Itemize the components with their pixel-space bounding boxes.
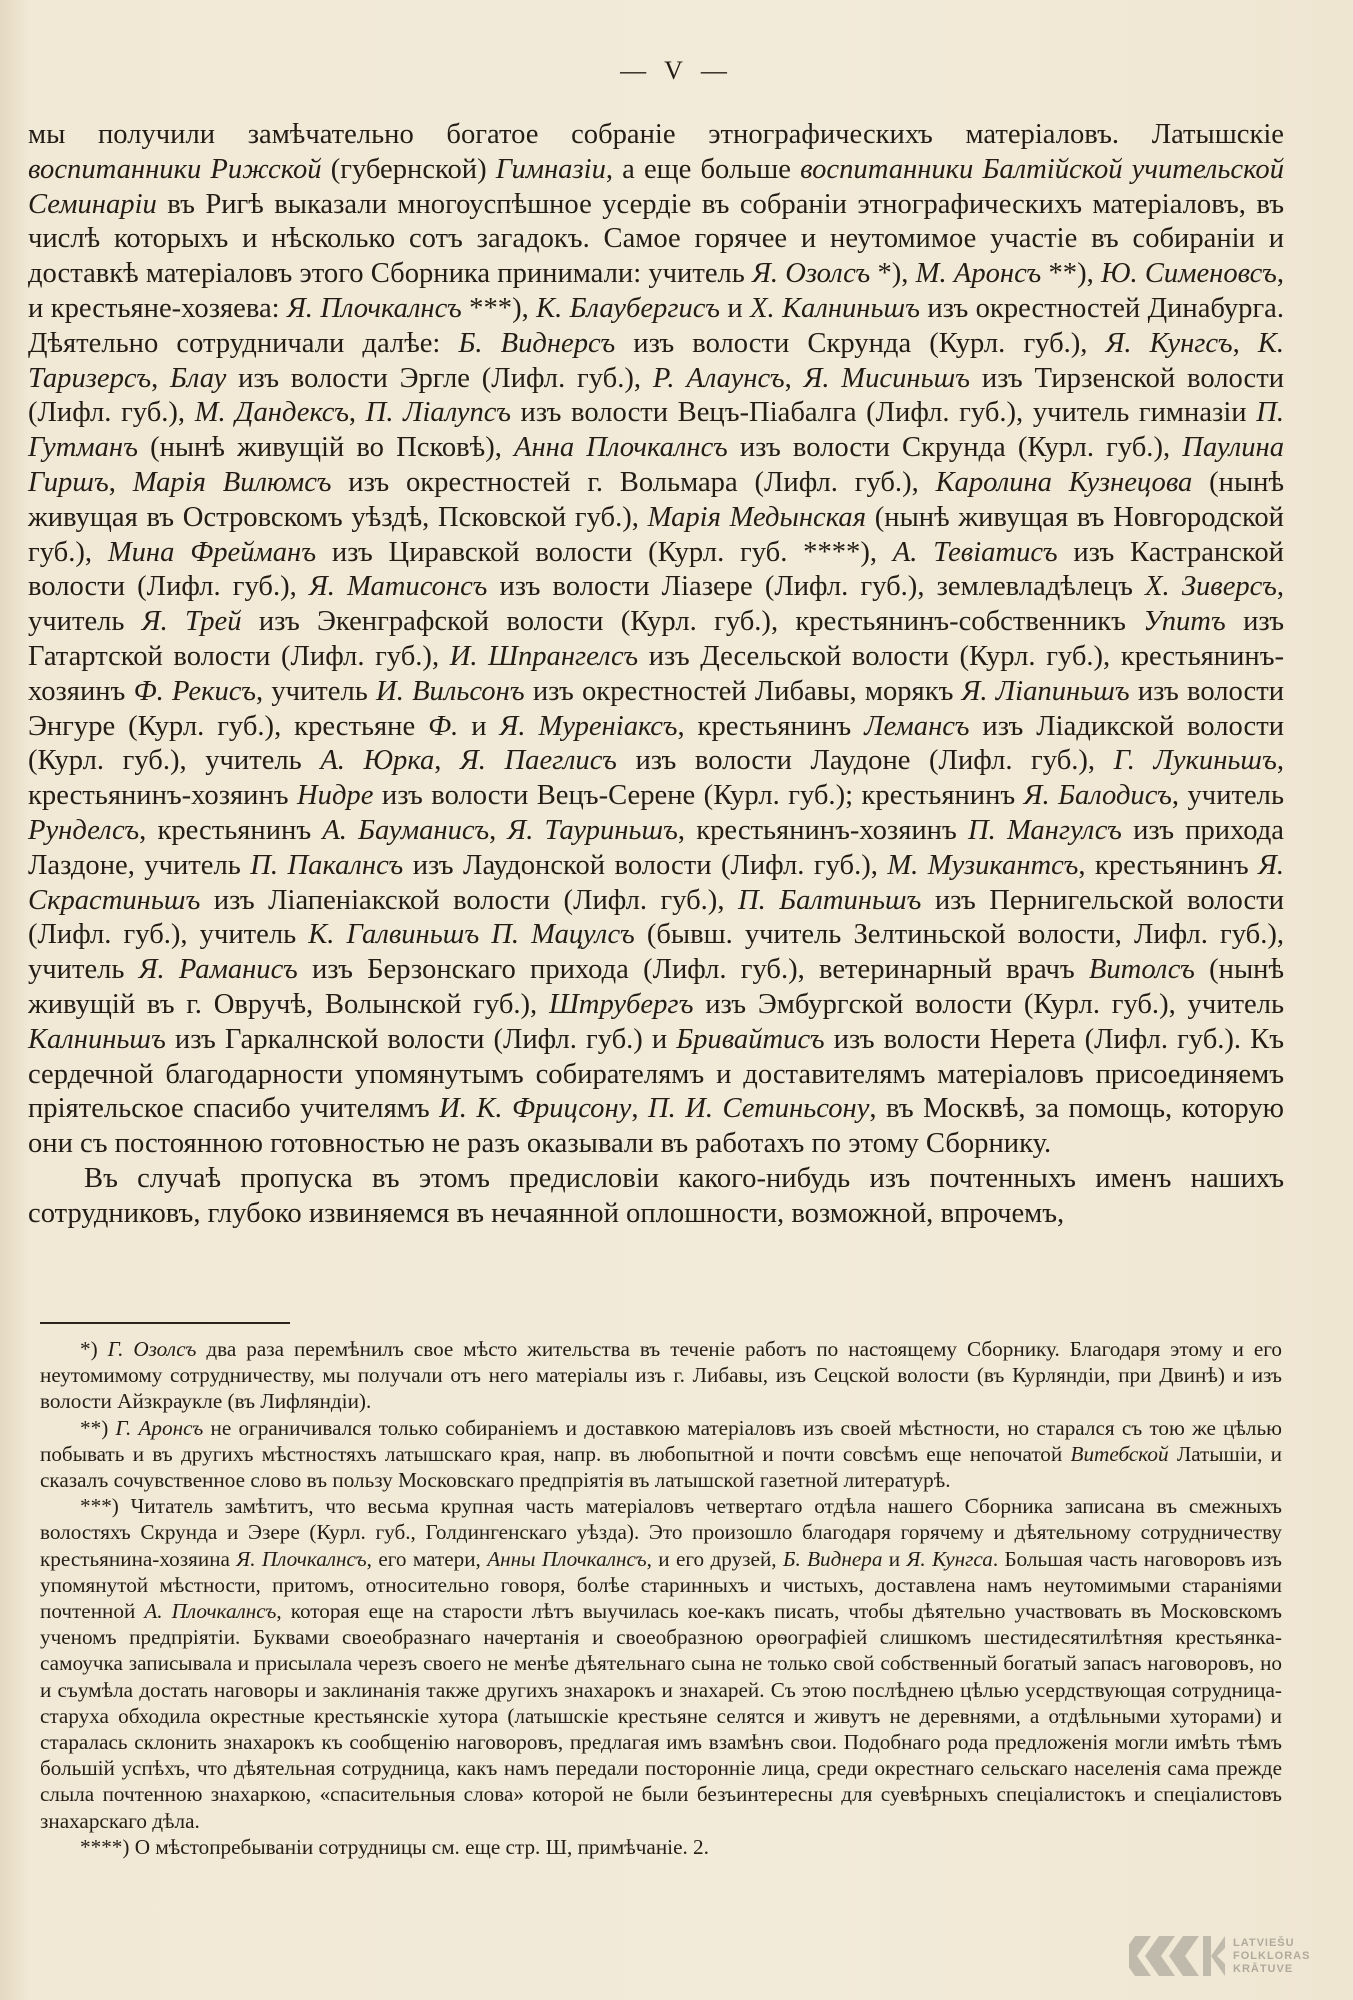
italic-name: А. Юрка — [320, 745, 435, 777]
italic-name: Ф. Рекисъ — [133, 675, 256, 707]
italic-name: Марія Медынская — [647, 501, 866, 533]
italic-name: Я. Раманисъ — [138, 954, 298, 986]
italic-name: Гимназіи — [495, 153, 606, 185]
text-run: въ Ригѣ выказали многоуспѣшное усердіе въ собраніи этнографическихъ матеріаловъ, въ числѣ которыхъ и нѣсколько сотъ загадокъ. Самое горячее и неутомимое участіе въ собираніи и доставкѣ матеріаловъ этого Сборника принимали: учитель — [28, 188, 1284, 290]
text-run: , крестьянинъ — [139, 814, 323, 846]
logo-line-1: LATVIEŠU — [1233, 1936, 1295, 1949]
italic-name: П. Гутманъ — [28, 397, 1284, 464]
italic-name: Рунделсъ — [28, 814, 140, 846]
text-run: (нынѣ живущая въ Новгородской губ.), — [28, 501, 1284, 568]
text-run: изъ Гаркалнской волости (Лифл. губ.) и — [165, 1023, 677, 1055]
text-run: изъ Лаудонской волости (Лифл. губ.), — [403, 849, 888, 881]
text-run: изъ прихода Лаздоне, учитель — [28, 814, 1284, 881]
text-run: , крестьянинъ-хозяинъ — [28, 745, 1285, 812]
archive-logo — [1129, 1924, 1339, 1988]
italic-name: Нидре — [297, 780, 374, 812]
italic-name: П. Пакалнсъ — [250, 849, 404, 881]
italic-name: М. Музикантсъ — [887, 849, 1079, 881]
text-run: , — [151, 362, 171, 394]
text-run: изъ Ліадикской волости (Курл. губ.), учитель — [28, 710, 1284, 777]
text-run: изъ окрестностей Динабурга. Дѣятельно сотрудничали далѣе: — [28, 292, 1285, 359]
italic-name: Мина Фрейманъ — [107, 536, 317, 568]
italic-name: П. Мацулсъ — [491, 919, 635, 951]
italic-name: Лемансъ — [864, 710, 970, 742]
italic-name: П. И. Сетиньсону — [647, 1093, 870, 1125]
archive-logo-text — [1233, 1937, 1310, 1976]
italic-name: Я. Плочкалнсъ — [236, 1546, 367, 1571]
italic-name: И. Вильсонъ — [376, 675, 525, 707]
text-run: , — [348, 397, 366, 429]
italic-name: Я. Кунгса — [906, 1546, 993, 1571]
text-run: , учитель — [255, 675, 377, 707]
italic-name: Марія Вилюмсъ — [132, 466, 332, 498]
text-run: , крестьянинъ — [677, 710, 865, 742]
text-run: , и крестьяне-хозяева: — [28, 258, 1284, 324]
text-run: ***) Читатель замѣтитъ, что весьма крупная часть матеріаловъ четвертаго отдѣла нашего Сборника записана въ смежныхъ волостяхъ Скрунда и Эзере (Курл. губ., Голдингенскаго уѣзда). Это произошло благодаря горячему и дѣятельному сотрудничеству крестьянина-хозяина — [40, 1494, 1282, 1571]
text-run: (губернской) — [321, 153, 496, 185]
footnote-2 — [40, 1415, 1282, 1494]
text-run: изъ волости Вецъ-Піабалга (Лифл. губ.), учитель гимназіи — [510, 397, 1257, 429]
italic-name: Г. Лукиньшъ — [1113, 745, 1277, 777]
italic-name: Р. Алаунсъ — [652, 362, 785, 394]
main-text — [28, 118, 1284, 1232]
italic-name: Б. Виднерсъ — [458, 327, 616, 359]
text-run: изъ волости Скрунда (Курл. губ.), — [615, 327, 1106, 359]
text-run: изъ Экенграфской волости (Курл. губ.), крестьянинъ-собственникъ — [241, 606, 1144, 638]
text-run: мы получили замѣчательно богатое собраніе этнографическихъ матеріаловъ. Латышскіе — [28, 119, 1284, 150]
italic-name: Бривайтисъ — [676, 1023, 825, 1055]
italic-name: Витебской — [1070, 1441, 1169, 1466]
text-run: изъ волости Ліазере (Лифл. губ.), землевладѣлецъ — [487, 571, 1146, 603]
text-run: **), — [1041, 258, 1101, 290]
text-run: два раза перемѣнилъ свое мѣсто жительства въ теченіе работъ по настоящему Сборнику. Благодаря этому и его неутомимому сотрудничеству, мы получали отъ него матеріалы изъ г. Либавы, изъ Сецской волости (въ Курляндіи, при Двинѣ) и изъ волости Айзкраукле (въ Лифляндіи). — [40, 1337, 1282, 1414]
text-run: изъ волости Нерета (Лифл. губ.). Къ сердечной благодарности упомянутымъ собирателямъ и доставителямъ матеріаловъ присоединяемъ пріятельское спасибо учителямъ — [28, 1023, 1284, 1125]
text-run: изъ Берзонскаго прихода (Лифл. губ.), ветеринарный врачъ — [297, 954, 1089, 986]
text-run: изъ волости Энгуре (Курл. губ.), крестьяне — [28, 675, 1285, 742]
text-run — [479, 919, 491, 950]
italic-name: воспитанники Рижской — [28, 153, 322, 185]
paragraph-2: Въ случаѣ пропуска въ этомъ предисловіи какого-нибудь изъ почтенныхъ именъ нашихъ сотрудниковъ, глубоко извиняемся въ нечаянной оплошности, возможной, впрочемъ, — [28, 1162, 1284, 1229]
text-run: (нынѣ живущая въ Островскомъ уѣздѣ, Псковской губ.), — [28, 466, 1285, 533]
italic-name: М. Аронсъ — [915, 258, 1042, 290]
paragraph-1 — [28, 118, 1284, 1162]
text-run: изъ окрестностей Либавы, морякъ — [524, 675, 962, 707]
page-number: — V — — [620, 56, 733, 85]
text-run: не ограничивался только собираніемъ и доставкою матеріаловъ изъ своей мѣстности, но старался съ тою же цѣлью побывать и въ другихъ мѣстностяхъ латышскаго края, напр. въ любопытной и почти совсѣмъ еще непочатой — [40, 1415, 1282, 1466]
italic-name: Я. Тауриньшъ — [507, 814, 678, 846]
footnote-4: ****) О мѣстопребываніи сотрудницы см. еще стр. Ш, примѣчаніе. 2. — [80, 1834, 709, 1859]
italic-name: Калниньшъ — [28, 1023, 166, 1055]
italic-name: К. Блаубергисъ — [536, 292, 720, 324]
italic-name: Я. Трей — [141, 606, 242, 638]
text-run: изъ волости Вецъ-Серене (Курл. губ.); крестьянинъ — [373, 780, 1024, 812]
text-run: изъ Кастранской волости (Лифл. губ.), — [28, 536, 1284, 603]
text-run: , — [108, 466, 133, 498]
text-run: , — [1232, 327, 1258, 359]
text-run: изъ окрестностей г. Вольмара (Лифл. губ.), — [331, 466, 936, 498]
italic-name: Я. Матисонсъ — [308, 571, 488, 603]
italic-name: Я. Мисиньшъ — [803, 362, 971, 394]
text-run: и — [719, 292, 751, 324]
italic-name: Анны Плочкалнсъ — [487, 1546, 647, 1571]
footnote-3 — [40, 1493, 1282, 1834]
footnotes — [40, 1336, 1282, 1860]
text-run: , его матери, — [366, 1546, 488, 1571]
text-run: , и его друзей, — [646, 1546, 783, 1571]
italic-name: Я. Озолсъ — [752, 258, 871, 290]
italic-name: И. К. Фрицсону — [439, 1093, 632, 1125]
italic-name: М. Дандексъ — [194, 397, 349, 429]
italic-name: Х. Калниньшъ — [750, 292, 920, 324]
text-run: Латышіи, и сказалъ сочувственное слово въ пользу Московскаго предпріятія въ латышской газетной литературѣ. — [40, 1441, 1282, 1493]
text-run: и — [882, 1546, 907, 1571]
text-run: *), — [870, 258, 916, 290]
italic-name: Ю. Сименовсъ — [1100, 258, 1277, 290]
text-run: (нынѣ живущій во Псковѣ), — [137, 432, 515, 464]
italic-name: Г. Аронсъ — [115, 1415, 204, 1440]
italic-name: Ф. — [428, 710, 459, 742]
text-run: , которая еще на старости лѣтъ выучилась кое-какъ писать, чтобы дѣятельно участвовать въ Московскомъ ученомъ предпріятіи. Буквами своеобразнаго начертанія и своеобразною орѳографіей слишкомъ шестидесятилѣтняя крестьянка-самоучка записывала и присылала черезъ своего не менѣе дѣятельнаго сына не только свой собственный богатый запасъ наговоровъ, но и съумѣла достать наговоры и заклинанія также другихъ знахарокъ и знахарей. Съ этою послѣднею цѣлью усердствующая сотрудница-старуха обходила окрестные крестьянскіе хутора (латышскіе крестьяне селятся и живутъ не деревнями, а отдѣльными хуторами) и старалась склонить знахарокъ къ сообщенію наговоровъ, предлагая имъ взамѣнъ свои. Подобнаго рода предложенія могли имѣть тѣмъ большій успѣхъ, что дѣятельная сотрудница, какъ намъ передали посторонніе лица, среди окрестнаго сельскаго населенія сама прежде слыла почтенною знахаркою, «спасительныя слова» которой не были безъинтересны для суевѣрныхъ спеціалистокъ и спеціалистовъ знахарскаго дѣла. — [40, 1599, 1282, 1833]
text-run: изъ волости Лаудоне (Лифл. губ.), — [616, 745, 1114, 777]
text-run: изъ волости Скрунда (Курл. губ.), — [727, 432, 1183, 464]
text-run: ***), — [461, 292, 537, 324]
footnote-1 — [40, 1336, 1282, 1415]
italic-name: К. Таризерсъ — [28, 327, 1284, 394]
italic-name: К. Галвиньшъ — [308, 919, 480, 951]
italic-name: Я. Ліапиньшъ — [961, 675, 1130, 707]
text-run: , учитель — [1171, 780, 1284, 812]
text-run: , крестьянинъ — [1078, 849, 1259, 881]
italic-name: Штрубергъ — [548, 988, 694, 1020]
text-run: изъ Циравской волости (Курл. губ. ****), — [316, 536, 893, 568]
logo-line-2: FOLKLORAS — [1233, 1949, 1311, 1962]
text-run: , — [784, 362, 804, 394]
italic-name: Я. Скрастиньшъ — [28, 849, 1285, 916]
text-run: , въ Москвѣ, за помощь, которую они съ постоянною готовностью не разъ оказывали въ работахъ по этому Сборнику. — [28, 1093, 1284, 1160]
text-run: , а еще больше — [605, 153, 801, 185]
italic-name: воспитанники Балтійской учительской Семинаріи — [28, 153, 1284, 220]
text-run: , — [631, 1093, 648, 1125]
italic-name: Г. Озолсъ — [107, 1337, 197, 1361]
text-run: , — [489, 814, 508, 846]
text-run: изъ Гатартской волости (Лифл. губ.), — [28, 606, 1284, 672]
text-run: (нынѣ живущій въ г. Овручѣ, Волынской губ.), — [28, 954, 1285, 1020]
italic-name: П. Мангулсъ — [967, 814, 1122, 846]
text-run: изъ волости Эргле (Лифл. губ.), — [226, 362, 653, 394]
italic-name: Анна Плочкалнсъ — [514, 432, 728, 464]
text-run: изъ Эмбургской волости (Курл. губ.), учитель — [693, 988, 1285, 1020]
text-run: , учитель — [28, 571, 1284, 638]
italic-name: Упитъ — [1143, 606, 1226, 638]
archive-logo-mark — [1129, 1926, 1225, 1986]
text-run: . Большая часть наговоровъ изъ упомянутой мѣстности, притомъ, относительно говоря, болѣе старинныхъ и чистыхъ, доставлена намъ неутомимыми стараніями почтенной — [40, 1546, 1282, 1624]
text-run: изъ Тирзенской волости (Лифл. губ.), — [28, 362, 1285, 429]
italic-name: Я. Паеглисъ — [460, 745, 617, 777]
text-run: изъ Ліапеніакской волости (Лифл. губ.), — [200, 884, 738, 916]
text-run: изъ Пернигельской волости (Лифл. губ.), учитель — [28, 884, 1285, 951]
italic-name: Каролина Кузнецова — [935, 466, 1193, 498]
italic-name: Паулина Гиршъ — [28, 432, 1285, 498]
italic-name: Я. Балодисъ — [1023, 780, 1172, 812]
text-run: изъ Десельской волости (Курл. губ.), крестьянинъ-хозяинъ — [28, 640, 1285, 707]
italic-name: П. Ліалупсъ — [365, 397, 511, 429]
italic-name: Х. Зиверсъ — [1145, 571, 1277, 603]
italic-name: А. Бауманисъ — [322, 814, 490, 846]
italic-name: Я. Кунгсъ — [1105, 327, 1233, 359]
italic-name: Б. Виднера — [782, 1546, 883, 1571]
italic-name: А. Плочкалнсъ — [144, 1599, 277, 1624]
text-run: (бывш. учитель Зелтиньской волости, Лифл. губ.), учитель — [28, 919, 1285, 986]
italic-name: Витолсъ — [1088, 954, 1195, 986]
italic-name: Блау — [170, 362, 227, 394]
text-run: *) — [80, 1337, 108, 1361]
footnote-divider — [40, 1322, 290, 1324]
text-run: , — [434, 745, 461, 777]
text-run: , крестьянинъ-хозяинъ — [677, 814, 968, 846]
italic-name: Я. Плочкалнсъ — [287, 292, 462, 324]
italic-name: Я. Муреніаксъ — [499, 710, 678, 742]
italic-name: И. Шпрангелсъ — [449, 640, 639, 672]
text-run: и — [458, 710, 500, 742]
text-run: **) — [80, 1415, 116, 1440]
italic-name: П. Балтиньшъ — [737, 884, 922, 916]
logo-line-3: KRĀTUVE — [1233, 1962, 1294, 1975]
italic-name: А. Тевіатисъ — [892, 536, 1058, 568]
